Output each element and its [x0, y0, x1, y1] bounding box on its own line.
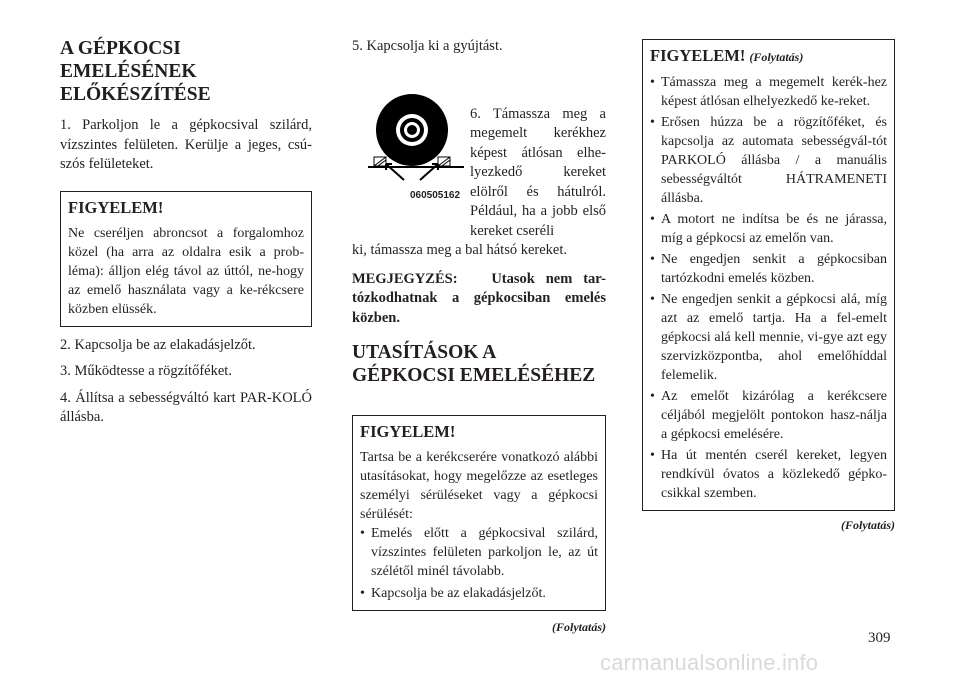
watermark: carmanualsonline.info [600, 650, 819, 675]
bullet-item: • A motort ne indítsa be és ne járassa, míg a gépkocsi az emelőn van. [650, 210, 887, 248]
note-label: MEGJEGYZÉS: [352, 270, 458, 287]
step-6-continued: ki, támassza meg a bal hátsó kereket. [352, 242, 568, 258]
warning-title: FIGYELEM! [68, 197, 164, 217]
warning-title: FIGYELEM! [360, 422, 456, 441]
bullet-item: • Támassza meg a megemelt kerék-hez képest átlósan elhelyezkedő ke-reket. [650, 73, 887, 111]
heading-line: EMELÉSÉNEK [60, 61, 197, 82]
bullet-item: • Az emelőt kizárólag a kerékcsere céljából megjelölt pontokon hasz-nálja a gépkocsi emelésére. [650, 387, 887, 444]
bullet-item: • Ne engedjen senkit a gépkocsiban tartózkodni emelés közben. [650, 250, 887, 288]
column-middle [352, 0, 606, 635]
bullet-item: • Emelés előtt a gépkocsival szilárd, vízszintes felületen parkoljon le, az út szélétől minél távolabb. [360, 524, 598, 581]
warning-box-continued [642, 39, 895, 511]
bullet-item: • Ne engedjen senkit a gépkocsi alá, míg azt az emelő tartja. Ha a fel-emelt gépkocsi alá kell mennie, vi-gye azt egy szervizközpontba, ahol emelőhíddal felemelik. [650, 290, 887, 385]
step-3: 3. Működtesse a rögzítőféket. [60, 363, 232, 379]
warning-text: Ne cseréljen abroncsot a forgalomhoz közel (ha arra az oldalra esik a prob-léma): álljon elég távol az úttól, ne-hogy az emelő használata vagy a ke-rékcsere közben elüssék. [68, 225, 304, 317]
step-2: 2. Kapcsolja be az elakadásjelzőt. [60, 336, 256, 353]
continued-label: (Folytatás) [552, 620, 606, 634]
warning-bullets [360, 524, 598, 603]
warning-bullets [650, 73, 887, 503]
step-4: 4. Állítsa a sebességváltó kart PAR-KOLÓ állásba. [60, 389, 312, 425]
section-heading-preparation [60, 37, 312, 106]
figure-code: 060505162 [410, 190, 461, 201]
wheel-chock-figure [366, 88, 474, 206]
heading-line: UTASÍTÁSOK A [352, 342, 497, 363]
step-6: 6. Támassza meg a megemelt kerékhez képest átlósan elhe-lyezkedő kereket elölről és hátulról. Például, ha a jobb első kereket cseréli [470, 105, 606, 239]
warning-box [60, 191, 312, 327]
bullet-item: • Kapcsolja be az elakadásjelzőt. [360, 584, 598, 603]
warning-title [650, 46, 887, 67]
wheel-chock-illustration [366, 88, 474, 206]
step-1: 1. Parkoljon le a gépkocsival szilárd, vízszintes felületen. Kerülje a jeges, csú-szós felületeket. [60, 117, 312, 172]
column-right [642, 0, 895, 533]
bullet-item: • Ha út mentén cserél kereket, legyen rendkívül óvatos a közlekedő gépko-csikkal szemben. [650, 446, 887, 503]
column-left [60, 0, 312, 428]
warning-title-text: FIGYELEM! [650, 46, 746, 65]
warning-box [352, 415, 606, 611]
continued-label: (Folytatás) [841, 518, 895, 532]
step-5: 5. Kapcsolja ki a gyújtást. [352, 38, 503, 54]
bullet-item: • Erősen húzza be a rögzítőféket, és kapcsolja az automata sebességvál-tót PARKOLÓ állásba / a manuális sebességváltót HÁTRAMENETI állásba. [650, 113, 887, 208]
heading-line: ELŐKÉSZÍTÉSE [60, 84, 211, 105]
warning-title-suffix: (Folytatás) [749, 50, 804, 64]
page-number: 309 [868, 630, 891, 646]
note-text: Utasok nem tar-tózkodhatnak a gépkocsiban emelés közben. [352, 270, 606, 326]
warning-text: Tartsa be a kerékcserére vonatkozó alábbi utasításokat, hogy megelőzze az esetleges személyi sérüléseket vagy a gépkocsi sérülését: [360, 450, 598, 522]
heading-line: GÉPKOCSI EMELÉSÉHEZ [352, 365, 596, 386]
heading-line: A GÉPKOCSI [60, 38, 181, 59]
section-heading-instructions [352, 341, 606, 387]
note [352, 270, 606, 329]
